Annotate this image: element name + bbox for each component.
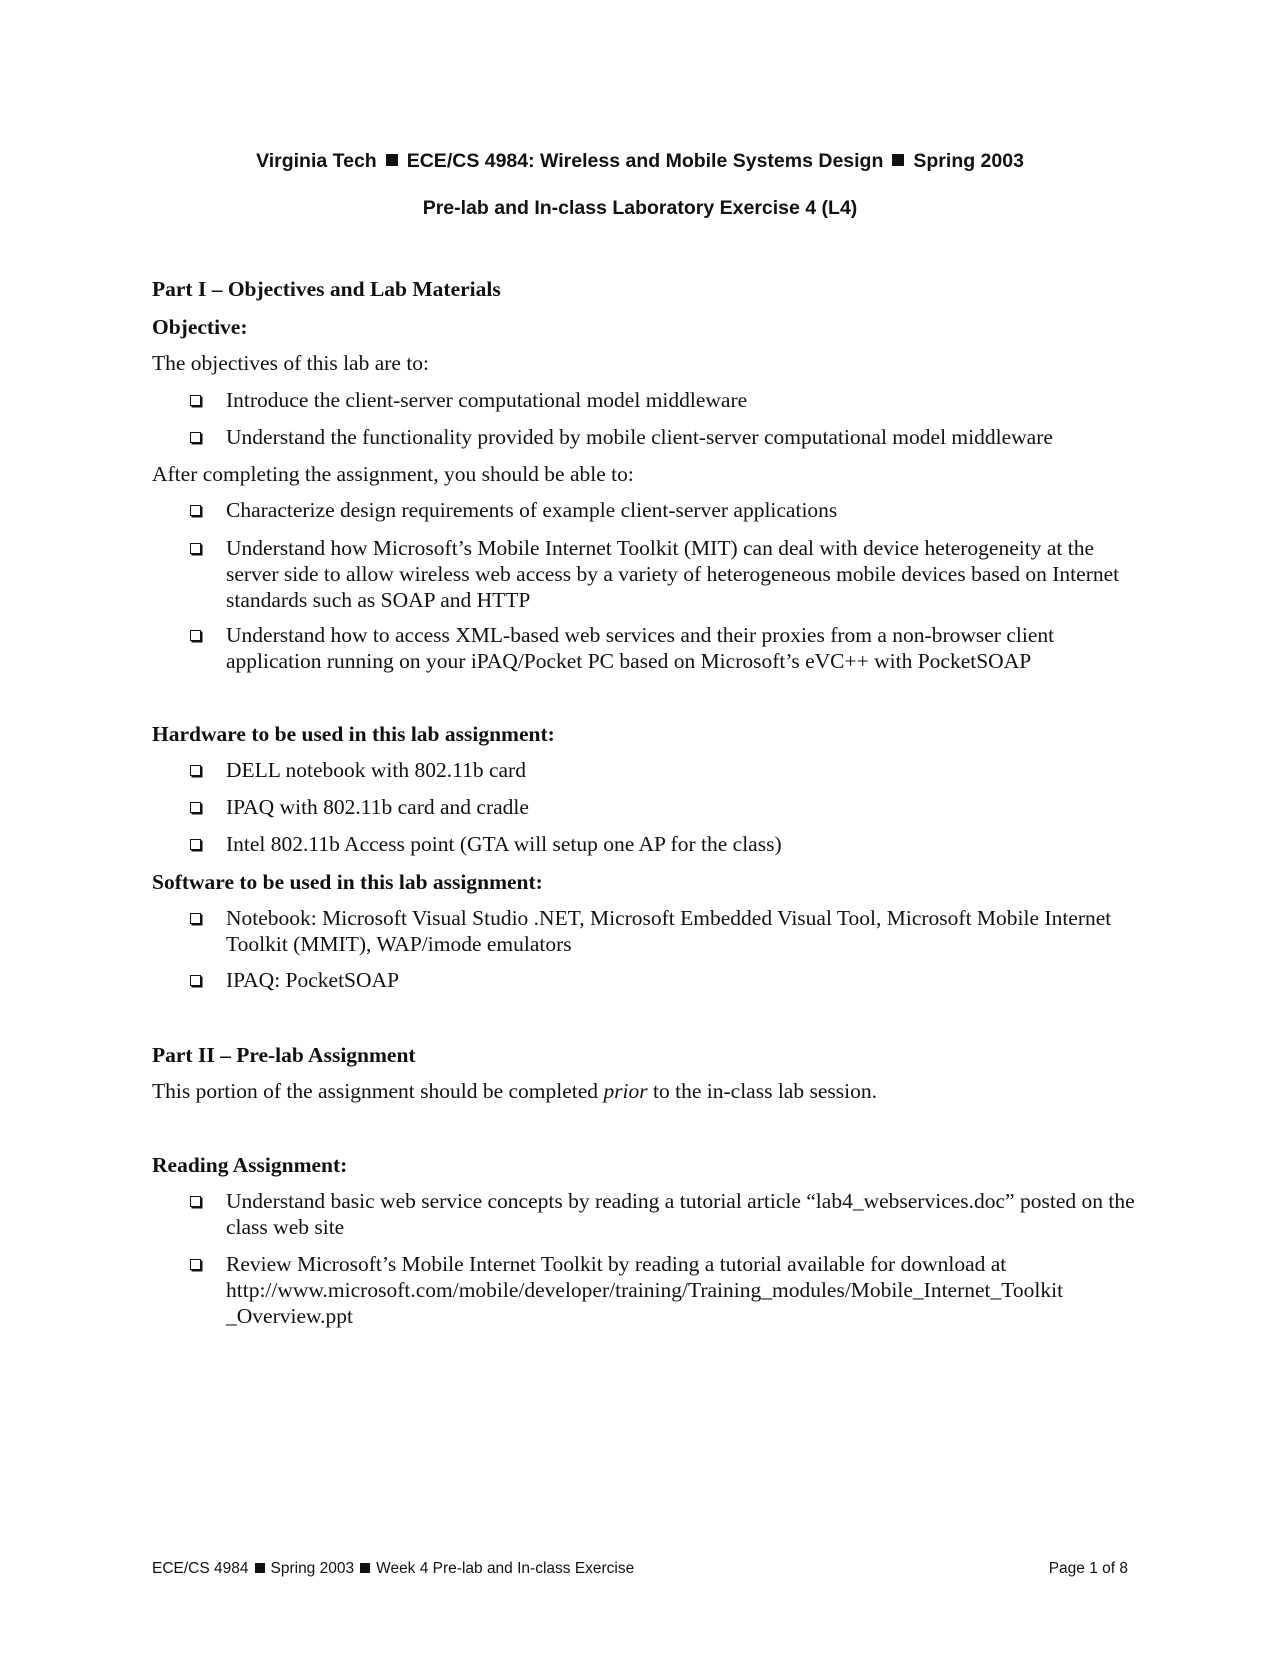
hardware-heading: Hardware to be used in this lab assignment: — [152, 722, 555, 746]
square-separator-icon — [892, 154, 904, 166]
list-item — [190, 794, 1140, 820]
objective-heading: Objective: — [152, 315, 248, 339]
footer-term: Spring 2003 — [270, 1560, 355, 1577]
list-item — [190, 387, 1140, 413]
list-item — [190, 1251, 1150, 1329]
checkbox-bullet-icon — [190, 395, 201, 406]
list-item-text: Notebook: Microsoft Visual Studio .NET, Microsoft Embedded Visual Tool, Microsoft Mobile Internet Toolkit (MMIT), WAP/imode emulators — [226, 906, 1112, 956]
list-item — [190, 1188, 1140, 1240]
list-item — [190, 831, 1140, 857]
part2-intro-text-end: to the in-class lab session. — [647, 1079, 877, 1103]
list-item — [190, 497, 1140, 523]
checkbox-bullet-icon — [190, 505, 201, 516]
part1-heading: Part I – Objectives and Lab Materials — [152, 277, 501, 301]
list-item — [190, 424, 1140, 450]
footer-week: Week 4 Pre-lab and In-class Exercise — [376, 1560, 635, 1577]
list-item-text: IPAQ: PocketSOAP — [226, 968, 400, 992]
footer-left — [152, 1560, 634, 1578]
course-header — [0, 150, 1280, 173]
lab-title: Pre-lab and In-class Laboratory Exercise 4 (L4) — [422, 197, 858, 219]
list-item-text: Characterize design requirements of example client-server applications — [226, 498, 838, 522]
part2-heading: Part II – Pre-lab Assignment — [152, 1043, 416, 1067]
list-item-text: Review Microsoft’s Mobile Internet Toolkit by reading a tutorial available for download at http://www.microsoft.com/mobile/developer/training/Training_modules/Mobile_Internet_Toolkit _Overview.ppt — [226, 1252, 1064, 1328]
list-item-text: Intel 802.11b Access point (GTA will setup one AP for the class) — [226, 832, 782, 856]
square-separator-icon — [386, 154, 398, 166]
checkbox-bullet-icon — [190, 1196, 201, 1207]
part2-intro-emphasis: prior — [603, 1079, 648, 1103]
checkbox-bullet-icon — [190, 913, 201, 924]
part2-intro-text: This portion of the assignment should be completed — [152, 1079, 604, 1103]
reading-heading: Reading Assignment: — [152, 1153, 348, 1177]
checkbox-bullet-icon — [190, 543, 201, 554]
list-item-text: IPAQ with 802.11b card and cradle — [226, 795, 529, 819]
checkbox-bullet-icon — [190, 765, 201, 776]
list-item-text: Understand the functionality provided by mobile client-server computational model middleware — [226, 425, 1053, 449]
list-item-text: Understand how to access XML-based web services and their proxies from a non-browser client application running on your iPAQ/Pocket PC based on Microsoft’s eVC++ with PocketSOAP — [226, 623, 1055, 673]
checkbox-bullet-icon — [190, 630, 201, 641]
list-item — [190, 757, 1140, 783]
checkbox-bullet-icon — [190, 975, 201, 986]
list-item-text: Introduce the client-server computational model middleware — [226, 388, 748, 412]
square-separator-icon — [360, 1563, 370, 1573]
list-item — [190, 905, 1140, 957]
header-course: ECE/CS 4984: Wireless and Mobile Systems Design — [406, 150, 884, 172]
checkbox-bullet-icon — [190, 839, 201, 850]
header-term: Spring 2003 — [913, 150, 1024, 172]
objectives-intro: The objectives of this lab are to: — [152, 351, 430, 375]
list-item — [190, 535, 1140, 613]
checkbox-bullet-icon — [190, 802, 201, 813]
list-item — [190, 622, 1140, 674]
outcomes-intro: After completing the assignment, you should be able to: — [152, 462, 634, 486]
list-item — [190, 967, 1140, 993]
checkbox-bullet-icon — [190, 1259, 201, 1270]
part2-intro — [152, 1078, 1142, 1104]
checkbox-bullet-icon — [190, 432, 201, 443]
footer-course: ECE/CS 4984 — [152, 1560, 249, 1577]
software-heading: Software to be used in this lab assignment: — [152, 870, 543, 894]
list-item-text: Understand basic web service concepts by reading a tutorial article “lab4_webservices.doc” posted on the class web site — [226, 1189, 1135, 1239]
square-separator-icon — [255, 1563, 265, 1573]
page-number: Page 1 of 8 — [1048, 1560, 1128, 1577]
list-item-text: DELL notebook with 802.11b card — [226, 758, 526, 782]
list-item-text: Understand how Microsoft’s Mobile Internet Toolkit (MIT) can deal with device heterogeneity at the server side to allow wireless web access by a variety of heterogeneous mobile devices based on Internet standards such as SOAP and HTTP — [226, 536, 1120, 612]
header-institution: Virginia Tech — [256, 150, 377, 172]
